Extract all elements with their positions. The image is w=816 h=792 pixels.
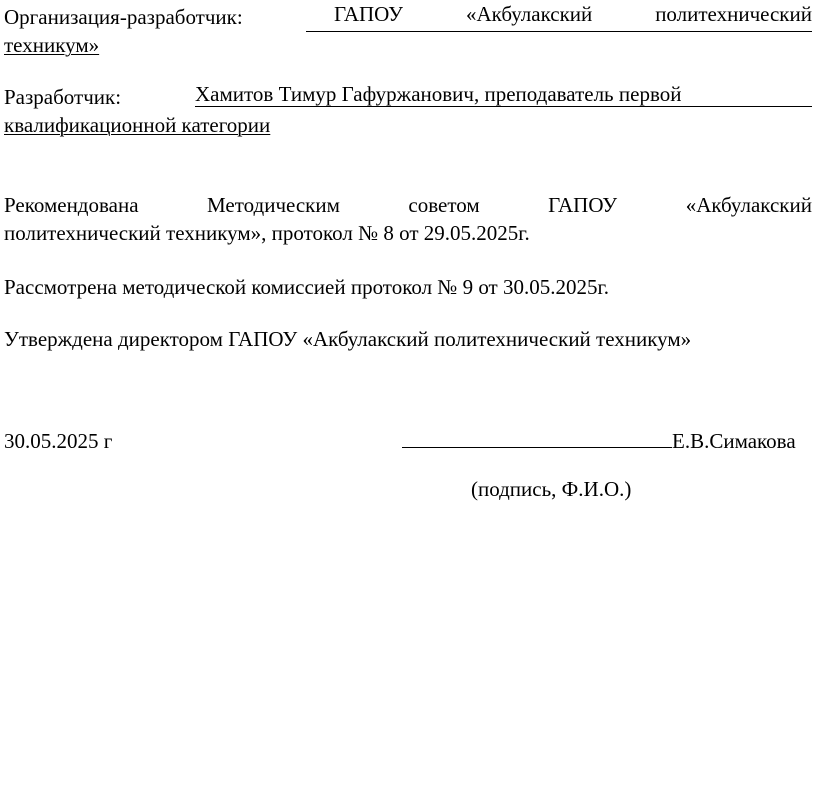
- org-line: [4, 2, 812, 32]
- org-word: политехнический: [655, 2, 812, 26]
- signature-field: [402, 426, 796, 456]
- developer-line-2: [4, 110, 812, 140]
- recommended-line-2: политехнический техникум», протокол № 8 от 29.05.2025г.: [4, 221, 530, 245]
- signature-line: [4, 426, 812, 456]
- recommended-word: Рекомендована: [4, 193, 139, 217]
- recommended-word: Методическим: [207, 193, 340, 217]
- recommended-word: ГАПОУ: [548, 193, 618, 217]
- developer-line: [4, 82, 812, 112]
- recommended-word: «Акбулакский: [685, 193, 812, 217]
- signature-name: Е.В.Симакова: [672, 429, 796, 453]
- reviewed-line: Рассмотрена методической комиссией протокол № 9 от 30.05.2025г.: [4, 275, 609, 299]
- org-label: Организация-разработчик:: [4, 5, 243, 29]
- org-value: [306, 2, 812, 32]
- org-word: ГАПОУ: [334, 2, 404, 26]
- org-continuation: техникум»: [4, 33, 100, 57]
- org-line-2: [4, 30, 812, 60]
- org-word: «Акбулакский: [465, 2, 593, 26]
- signature-underline: [402, 427, 672, 448]
- signature-caption: (подпись, Ф.И.О.): [471, 477, 632, 501]
- signature-date: 30.05.2025 г: [4, 429, 113, 453]
- developer-category: квалификационной категории: [4, 113, 271, 137]
- developer-label: Разработчик:: [4, 85, 122, 109]
- developer-name: Хамитов Тимур Гафуржанович, преподаватель первой: [195, 82, 812, 107]
- approved-line: Утверждена директором ГАПОУ «Акбулакский политехнический техникум»: [4, 327, 692, 351]
- recommended-word: советом: [408, 193, 480, 217]
- recommended-line: [4, 190, 812, 220]
